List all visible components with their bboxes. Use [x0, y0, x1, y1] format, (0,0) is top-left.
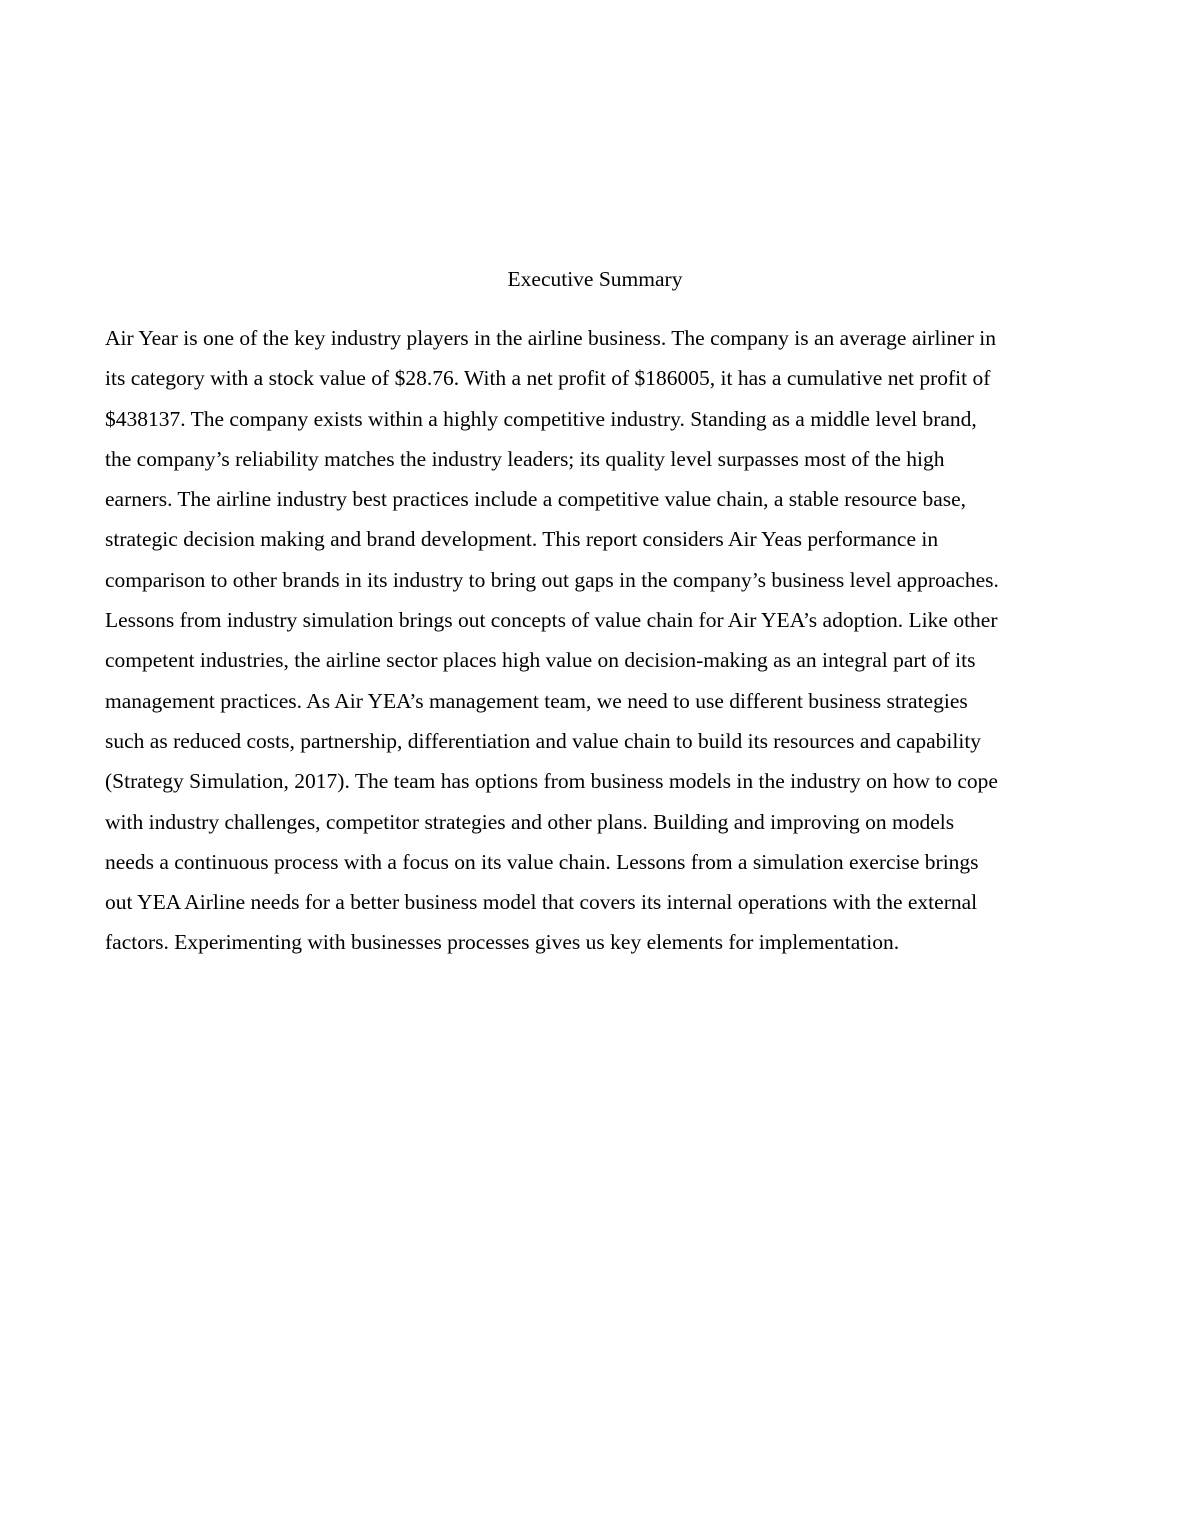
paragraph-line: $438137. The company exists within a highly competitive industry. Standing as a middle level brand, [105, 406, 977, 431]
paragraph-line: needs a continuous process with a focus on its value chain. Lessons from a simulation exercise brings [105, 849, 979, 874]
paragraph-line: out YEA Airline needs for a better business model that covers its internal operations with the external [105, 890, 978, 915]
paragraph-line: earners. The airline industry best practices include a competitive value chain, a stable resource base, [105, 487, 967, 512]
paragraph-line: (Strategy Simulation, 2017). The team has options from business models in the industry on how to cope [105, 769, 998, 794]
paragraph-line: strategic decision making and brand development. This report considers Air Yeas performance in [105, 527, 939, 552]
paragraph-line: comparison to other brands in its industry to bring out gaps in the company’s business level approaches. [105, 567, 999, 592]
paragraph-line: with industry challenges, competitor strategies and other plans. Building and improving on models [105, 809, 955, 834]
executive-summary-paragraph [105, 318, 1095, 963]
paragraph-line: its category with a stock value of $28.76. With a net profit of $186005, it has a cumulative net profit of [105, 366, 991, 391]
paragraph-line: Lessons from industry simulation brings out concepts of value chain for Air YEA’s adoption. Like other [105, 608, 998, 633]
paragraph-line: management practices. As Air YEA’s management team, we need to use different business strategies [105, 688, 968, 713]
paragraph-line: such as reduced costs, partnership, differentiation and value chain to build its resources and capability [105, 728, 982, 753]
page-title: Executive Summary [507, 267, 683, 291]
paragraph-line: competent industries, the airline sector places high value on decision-making as an integral part of its [105, 648, 976, 673]
paragraph-line: factors. Experimenting with businesses processes gives us key elements for implementation. [105, 930, 900, 955]
paragraph-line: Air Year is one of the key industry players in the airline business. The company is an average airliner in [105, 326, 997, 350]
paragraph-line: the company’s reliability matches the industry leaders; its quality level surpasses most of the high [105, 446, 945, 471]
